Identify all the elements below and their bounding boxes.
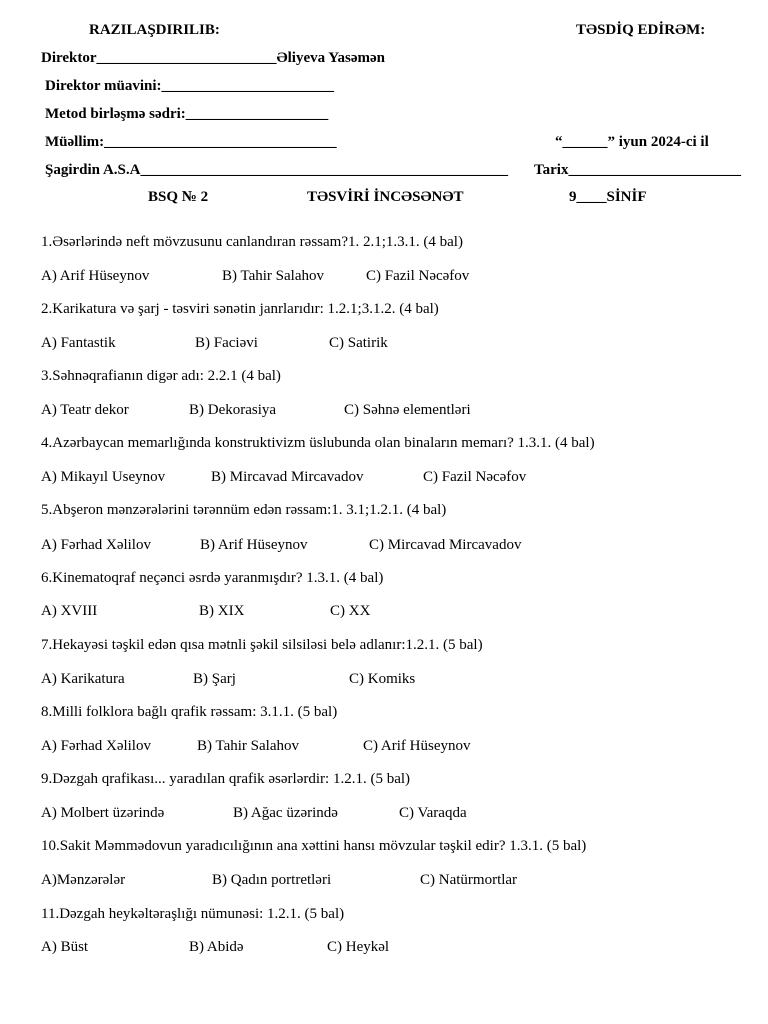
option-b: B) Tahir Salahov <box>197 738 299 754</box>
bsq-number: BSQ № 2 <box>148 189 209 205</box>
question-text: 5.Abşeron mənzərələrini tərənnüm edən rəssam:1. 3.1;1.2.1. (4 bal) <box>41 502 447 518</box>
director-line: Direktor________________________Əliyeva Yasəmən <box>41 50 385 66</box>
option-c: C) Arif Hüseynov <box>363 738 471 754</box>
tarix-line: Tarix_______________________ <box>534 162 741 178</box>
question-text: 4.Azərbaycan memarlığında konstruktivizm üslubunda olan binaların memarı? 1.3.1. (4 bal) <box>41 435 595 451</box>
option-c: C) XX <box>330 603 371 619</box>
option-a: A) Fərhad Xəlilov <box>41 537 151 553</box>
option-b: B) Arif Hüseynov <box>200 537 308 553</box>
approved-label: RAZILAŞDIRILIB: <box>89 22 220 38</box>
option-a: A) XVIII <box>41 603 98 619</box>
option-a: A) Karikatura <box>41 671 125 687</box>
option-b: B) Dekorasiya <box>189 402 277 418</box>
question-text: 8.Milli folklora bağlı qrafik rəssam: 3.1.1. (5 bal) <box>41 704 338 720</box>
confirm-label: TƏSDİQ EDİRƏM: <box>576 22 706 38</box>
option-b: B) Faciəvi <box>195 335 258 351</box>
question-text: 9.Dəzgah qrafikası... yaradılan qrafik əsərlərdir: 1.2.1. (5 bal) <box>41 771 411 787</box>
question-text: 2.Karikatura və şarj - təsviri sənətin janrlarıdır: 1.2.1;3.1.2. (4 bal) <box>41 301 439 317</box>
option-a: A) Fantastik <box>41 335 116 351</box>
question-text: 7.Hekayəsi təşkil edən qısa mətnli şəkil silsiləsi belə adlanır:1.2.1. (5 bal) <box>41 637 483 653</box>
option-a: A) Teatr dekor <box>41 402 129 418</box>
option-a: A) Molbert üzərində <box>41 805 165 821</box>
option-b: B) Qadın portretləri <box>212 872 332 888</box>
option-a: A) Mikayıl Useynov <box>41 469 166 485</box>
subject-title: TƏSVİRİ İNCƏSƏNƏT <box>307 189 464 205</box>
option-c: C) Səhnə elementləri <box>344 402 471 418</box>
option-a: A) Arif Hüseynov <box>41 268 150 284</box>
option-c: C) Fazil Nəcəfov <box>366 268 470 284</box>
option-c: C) Varaqda <box>399 805 467 821</box>
option-a: A) Fərhad Xəlilov <box>41 738 151 754</box>
option-c: C) Heykəl <box>327 939 390 955</box>
date-line: “______” iyun 2024-ci il <box>555 134 709 150</box>
option-a: A)Mənzərələr <box>41 872 126 888</box>
option-b: B) Şarj <box>193 671 236 687</box>
teacher-line: Müəllim:_______________________________ <box>45 134 337 150</box>
option-b: B) Abidə <box>189 939 244 955</box>
option-a: A) Büst <box>41 939 89 955</box>
question-text: 3.Səhnəqrafianın digər adı: 2.2.1 (4 bal) <box>41 368 281 384</box>
option-c: C) Fazil Nəcəfov <box>423 469 527 485</box>
question-text: 1.Əsərlərində neft mövzusunu canlandıran rəssam?1. 2.1;1.3.1. (4 bal) <box>41 234 463 250</box>
question-text: 11.Dəzgah heykəltəraşlığı nümunəsi: 1.2.1. (5 bal) <box>41 906 345 922</box>
student-line: Şagirdin A.S.A_________________________________________________ <box>45 162 508 178</box>
option-c: C) Natürmortlar <box>420 872 518 888</box>
grade-line: 9____SİNİF <box>569 189 647 205</box>
question-text: 10.Sakit Məmmədovun yaradıcılığının ana xəttini hansı mövzular təşkil edir? 1.3.1. (5 bal) <box>41 838 587 854</box>
method-line: Metod birləşmə sədri:___________________ <box>45 106 329 122</box>
question-text: 6.Kinematoqraf neçənci əsrdə yaranmışdır? 1.3.1. (4 bal) <box>41 570 384 586</box>
option-b: B) Ağac üzərində <box>233 805 338 821</box>
option-b: B) XIX <box>199 603 245 619</box>
option-c: C) Mircavad Mircavadov <box>369 537 522 553</box>
option-b: B) Tahir Salahov <box>222 268 324 284</box>
deputy-line: Direktor müavini:_______________________ <box>45 78 335 94</box>
option-c: C) Komiks <box>349 671 416 687</box>
option-c: C) Satirik <box>329 335 388 351</box>
option-b: B) Mircavad Mircavadov <box>211 469 364 485</box>
